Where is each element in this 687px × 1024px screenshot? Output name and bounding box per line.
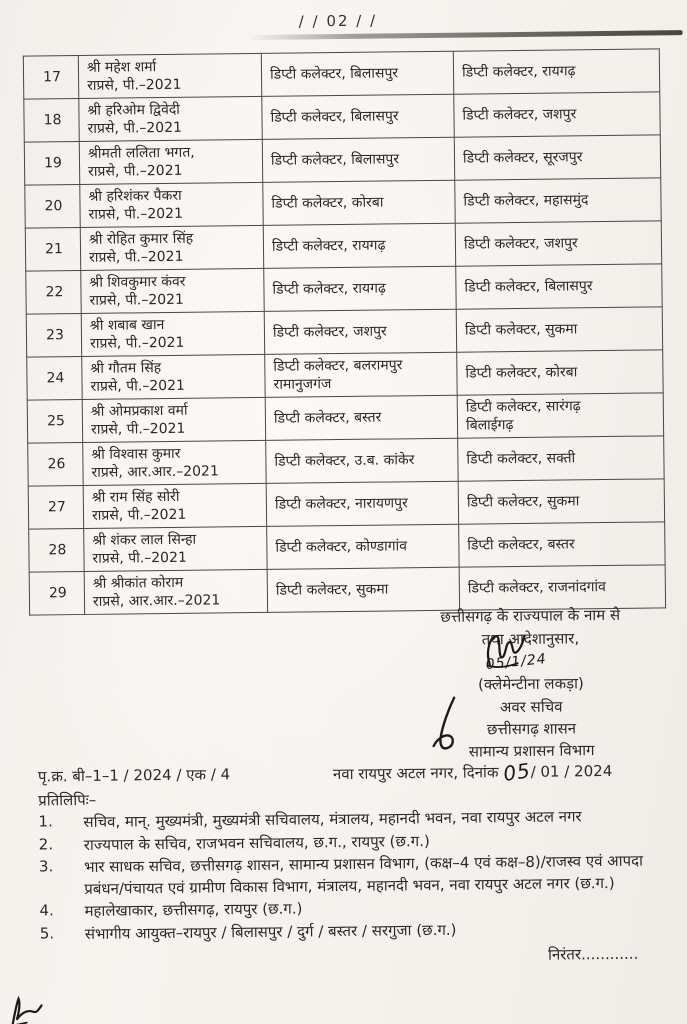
table-row — [26, 307, 662, 357]
continuation-note: निरंतर............ — [547, 944, 639, 964]
handwritten-day: 05 — [501, 758, 533, 786]
current-posting: डिप्टी कलेक्टर, कोरबा — [271, 194, 384, 212]
new-posting: डिप्टी कलेक्टर, सूरजपुर — [462, 149, 583, 167]
current-posting: डिप्टी कलेक्टर, रायगढ़ — [272, 280, 386, 298]
current-posting-cell — [265, 352, 457, 397]
officer-cadre: राप्रसे, पी.–2021 — [90, 420, 186, 438]
officer-name: श्री शबाब खान — [89, 317, 165, 334]
current-posting-cell — [262, 94, 454, 139]
table-row — [25, 221, 661, 271]
officer-cadre: राप्रसे, पी.–2021 — [87, 76, 182, 94]
table-row — [24, 135, 660, 185]
officer-name-cell — [80, 225, 263, 270]
serial-number-cell: 23 — [26, 313, 81, 357]
corner-scribble — [8, 995, 42, 1024]
copies-heading: प्रतिलिपिः– — [38, 790, 97, 810]
current-posting: डिप्टी कलेक्टर, कोण्डागांव — [275, 538, 408, 556]
officer-cadre: राप्रसे, पी.–2021 — [88, 205, 184, 223]
current-posting-cell — [261, 51, 453, 96]
table-row — [23, 49, 659, 99]
serial-number-cell: 29 — [29, 571, 84, 615]
current-posting-cell — [264, 309, 456, 354]
current-posting: डिप्टी कलेक्टर, रायगढ़ — [271, 237, 386, 255]
officer-cadre: राप्रसे, पी.–2021 — [89, 291, 185, 309]
serial-number-cell: 25 — [27, 399, 82, 443]
new-posting: डिप्टी कलेक्टर, कोरबा — [465, 364, 578, 382]
table-row — [26, 264, 662, 314]
officer-cadre: राप्रसे, पी.–2021 — [92, 549, 187, 567]
place-date-line — [333, 757, 613, 784]
officer-name-cell — [83, 440, 266, 485]
officer-name-cell — [82, 397, 265, 442]
officer-cadre: राप्रसे, आर.आर.–2021 — [92, 592, 221, 610]
officer-name-cell — [80, 182, 263, 227]
officer-name-cell — [83, 483, 266, 528]
new-posting: डिप्टी कलेक्टर, राजनांदगांव — [467, 579, 607, 597]
current-posting-cell — [264, 266, 456, 311]
officer-cadre: राप्रसे, पी.–2021 — [89, 248, 184, 266]
officer-name-cell — [84, 569, 267, 614]
current-posting-cell — [262, 137, 454, 182]
serial-number-cell: 24 — [27, 356, 82, 400]
new-posting-cell — [454, 92, 660, 137]
current-posting-line2: रामानुजगंज — [273, 376, 332, 393]
current-posting: डिप्टी कलेक्टर, जशपुर — [272, 323, 387, 341]
officer-name-cell — [82, 354, 265, 399]
date-rest: / 01 / 2024 — [530, 761, 613, 781]
current-posting-cell — [263, 180, 455, 225]
serial-number-cell: 28 — [29, 528, 84, 572]
copy-number: 2. — [38, 834, 54, 853]
scan-artifact-band — [247, 30, 683, 40]
serial-number-cell: 19 — [24, 141, 79, 185]
new-posting: डिप्टी कलेक्टर, रायगढ़ — [461, 63, 576, 81]
officer-cadre: राप्रसे, पी.–2021 — [89, 334, 185, 352]
new-posting: डिप्टी कलेक्टर, बिलासपुर — [464, 278, 593, 296]
current-posting: डिप्टी कलेक्टर, नारायणपुर — [274, 495, 408, 513]
new-posting-cell — [457, 350, 663, 395]
officer-name: श्री शंकर लाल सिन्हा — [92, 531, 197, 549]
officer-name-cell — [79, 96, 262, 141]
officer-name-cell — [81, 268, 264, 313]
officer-cadre: राप्रसे, आर.आर.–2021 — [91, 463, 219, 481]
table-row — [28, 436, 664, 486]
copy-number: 3. — [38, 857, 54, 876]
new-posting-cell — [453, 49, 659, 94]
officer-name: श्री शिवकुमार कंवर — [89, 273, 186, 291]
new-posting-cell — [457, 393, 663, 438]
new-posting-cell — [459, 565, 665, 610]
current-posting: डिप्टी कलेक्टर, बस्तर — [273, 409, 382, 427]
serial-number-cell: 18 — [24, 98, 79, 142]
current-posting: डिप्टी कलेक्टर, सुकमा — [275, 581, 389, 599]
new-posting-cell — [456, 307, 662, 352]
current-posting-cell — [266, 481, 458, 526]
officer-name: श्री विश्वास कुमार — [91, 445, 181, 463]
copies-list — [38, 805, 664, 946]
current-posting-cell — [263, 223, 455, 268]
officer-name: श्री राम सिंह सोरी — [91, 488, 180, 506]
current-posting: डिप्टी कलेक्टर, बिलासपुर — [270, 151, 400, 169]
officer-cadre: राप्रसे, पी.–2021 — [88, 162, 183, 180]
officer-name: श्री हरिशंकर पैकरा — [88, 187, 182, 205]
copy-text: भार साधक सचिव, छत्तीसगढ़ शासन, सामान्य प्रशासन विभाग, (कक्ष–4 एवं कक्ष–8)/राजस्व एवं आपदा प्रबंधन/पंचायत एवं ग्रामीण विकास विभाग, मंत्रालय, महानदी भवन, नवा रायपुर अटल नगर (छ.ग.) — [83, 851, 644, 898]
new-posting-line2: बिलाईगढ़ — [465, 417, 514, 434]
serial-number-cell: 22 — [26, 270, 81, 314]
officer-name-cell — [81, 311, 264, 356]
place-date-prefix: नवा रायपुर अटल नगर, दिनांक — [332, 763, 504, 784]
new-posting-cell — [455, 221, 661, 266]
new-posting: डिप्टी कलेक्टर, सुकमा — [464, 321, 578, 339]
copy-number: 5. — [39, 923, 55, 942]
current-posting: डिप्टी कलेक्टर, बलरामपुर — [273, 357, 403, 375]
officer-cadre: राप्रसे, पी.–2021 — [90, 377, 185, 395]
new-posting-cell — [455, 178, 661, 223]
new-posting: डिप्टी कलेक्टर, बस्तर — [467, 536, 575, 554]
officer-name: श्री ओमप्रकाश वर्मा — [90, 402, 188, 420]
department-scribble — [430, 696, 469, 754]
new-posting-cell — [454, 135, 660, 180]
copy-text: महालेखाकार, छत्तीसगढ़, रायपुर (छ.ग.) — [84, 899, 303, 920]
page-number: / / 02 / / — [298, 11, 378, 31]
copy-number: 4. — [39, 901, 54, 920]
new-posting-cell — [459, 522, 665, 567]
table-row — [25, 178, 661, 228]
handwritten-signature-date: 05/1/24 — [485, 651, 548, 674]
officer-name-cell — [79, 139, 262, 184]
signatory-department: सामान्य प्रशासन विभाग — [468, 741, 595, 761]
new-posting: डिप्टी कलेक्टर, जशपुर — [462, 106, 577, 124]
current-posting-cell — [267, 524, 459, 569]
current-posting-cell — [266, 438, 458, 483]
officer-cadre: राप्रसे, पी.–2021 — [87, 119, 183, 137]
signatory-government: छत्तीसगढ़ शासन — [486, 719, 577, 739]
copy-number: 1. — [38, 812, 53, 831]
signatory-name: (क्लेमेन्टीना लकड़ा) — [477, 674, 584, 694]
current-posting-cell — [267, 567, 459, 612]
copy-text: सचिव, मान्. मुख्यमंत्री, मुख्यमंत्री सचिवालय, मंत्रालय, महानदी भवन, नवा रायपुर अटल नगर — [83, 807, 582, 831]
serial-number-cell: 17 — [23, 55, 78, 99]
current-posting-cell — [265, 395, 457, 440]
new-posting: डिप्टी कलेक्टर, सारंगढ़ — [465, 398, 581, 416]
serial-number-cell: 26 — [28, 442, 83, 486]
table-row — [27, 350, 663, 400]
table-row — [28, 479, 664, 529]
transfer-table-body — [23, 49, 665, 615]
new-posting-cell — [458, 479, 664, 524]
new-posting: डिप्टी कलेक्टर, सक्ती — [466, 450, 576, 468]
table-row — [29, 522, 665, 572]
officer-name-cell — [84, 526, 267, 571]
officer-name: श्री महेश शर्मा — [86, 59, 157, 76]
serial-number-cell: 27 — [28, 485, 83, 529]
current-posting: डिप्टी कलेक्टर, उ.ब. कांकेर — [274, 452, 415, 470]
copy-text: संभागीय आयुक्त–रायपुर / बिलासपुर / दुर्ग / बस्तर / सरगुजा (छ.ग.) — [84, 920, 457, 943]
officer-name: श्री श्रीकांत कोराम — [92, 574, 184, 592]
officer-cadre: राप्रसे, पी.–2021 — [91, 506, 187, 524]
officer-name-cell — [78, 53, 261, 98]
officer-name: श्री हरिओम द्विवेदी — [87, 101, 180, 119]
officer-name: श्रीमती ललिता भगत, — [87, 144, 195, 162]
new-posting: डिप्टी कलेक्टर, सुकमा — [466, 493, 580, 511]
current-posting: डिप्टी कलेक्टर, बिलासपुर — [270, 108, 399, 126]
table-row — [24, 92, 660, 142]
signatory-designation: अवर सचिव — [499, 697, 563, 717]
transfer-table — [23, 48, 666, 615]
current-posting: डिप्टी कलेक्टर, बिलासपुर — [269, 65, 399, 83]
new-posting: डिप्टी कलेक्टर, जशपुर — [463, 235, 578, 253]
new-posting-cell — [456, 264, 662, 309]
signature-authority-line: छत्तीसगढ़ के राज्यपाल के नाम से — [440, 605, 621, 626]
new-posting-cell — [458, 436, 664, 481]
officer-name: श्री रोहित कुमार सिंह — [88, 230, 194, 248]
copy-item — [39, 850, 664, 900]
officer-name: श्री गौतम सिंह — [90, 360, 162, 377]
serial-number-cell: 20 — [25, 184, 80, 228]
copy-text: राज्यपाल के सचिव, राजभवन सचिवालय, छ.ग., रायपुर (छ.ग.) — [83, 831, 430, 854]
new-posting: डिप्टी कलेक्टर, महासमुंद — [463, 192, 589, 210]
signature-order-line: तथा आदेशानुसार, — [481, 629, 580, 649]
endorsement-number: पृ.क्र. बी–1–1 / 2024 / एक / 4 — [37, 765, 231, 786]
serial-number-cell: 21 — [25, 227, 80, 271]
table-row — [27, 393, 663, 443]
